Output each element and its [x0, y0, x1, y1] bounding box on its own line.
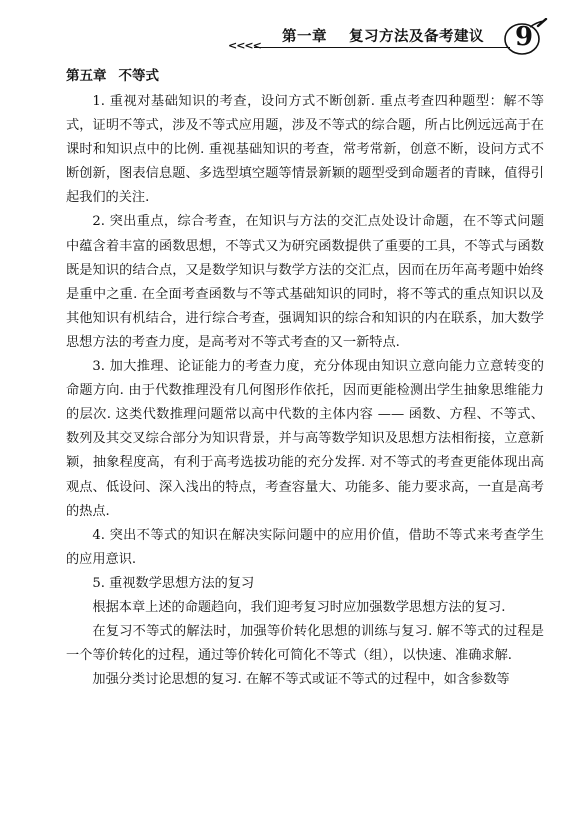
header-rule	[254, 47, 510, 48]
paragraph-4: 4. 突出不等式的知识在解决实际问题中的应用价值，借助不等式来考查学生的应用意识.	[66, 527, 544, 567]
paragraph-2: 2. 突出重点，综合考查，在知识与方法的交汇点处设计命题，在不等式问题中蕴含着丰富的函数思想，不等式又为研究函数提供了重要的工具，不等式与函数既是知识的结合点，又是数学知识与数学方法的交汇点，因而在历年高考题中始终是重中之重. 在全面考查函数与不等式基础知识的同时，将不等式的重点知识以及其他知识有机结合，进行综合考查，强调知识的综合和知识的内在联系，加大数学思想方法的考查力度，是高考对不等式考查的又一新特点.	[66, 214, 544, 350]
page-body	[66, 64, 544, 692]
section-chapter: 第五章	[66, 68, 107, 84]
running-head	[282, 25, 484, 46]
page-number: 9	[514, 22, 534, 52]
paragraph-8: 加强分类讨论思想的复习. 在解不等式或证不等式的过程中，如含参数等	[92, 672, 510, 688]
paragraph-3: 3. 加大推理、论证能力的考查力度，充分体现由知识立意向能力立意转变的命题方向. 由于代数推理没有几何图形作依托，因而更能检测出学生抽象思维能力的层次. 这类代数推理问题常以高中代数的主体内容 —— 函数、方程、不等式、数列及其交叉综合部分为知识背景，并与高等数学知识及思想方法相衔接，立意新颖，抽象程度高，有利于高考选拔功能的充分发挥. 对不等式的考查更能体现出高观点、低设问、深入浅出的特点，考查容量大、功能多、能力要求高，一直是高考的热点.	[66, 359, 544, 519]
page-header	[0, 0, 580, 66]
paragraph-6: 根据本章上述的命题趋向，我们迎考复习时应加强数学思想方法的复习.	[92, 599, 506, 615]
paragraph-7: 在复习不等式的解法时，加强等价转化思想的训练与复习. 解不等式的过程是一个等价转化的过程，通过等价转化可简化不等式（组），以快速、准确求解.	[66, 624, 544, 664]
running-head-title: 复习方法及备考建议	[349, 29, 484, 45]
section-title: 不等式	[118, 68, 159, 84]
paragraph-5: 5. 重视数学思想方法的复习	[92, 575, 255, 591]
running-head-chapter: 第一章	[282, 29, 327, 45]
section-heading	[66, 64, 544, 88]
paragraph-1: 1. 重视对基础知识的考查，设问方式不断创新. 重点考查四种题型：解不等式，证明不等式，涉及不等式应用题，涉及不等式的综合题，所占比例远远高于在课时和知识点中的比例. 重视基础知识的考查，常考常新，创意不断，设问方式不断创新，图表信息题、多选型填空题等情景新颖的题型受到命题者的青睐，值得引起我们的关注.	[66, 94, 544, 206]
chevron-ornament-icon: <<<<	[228, 39, 261, 52]
